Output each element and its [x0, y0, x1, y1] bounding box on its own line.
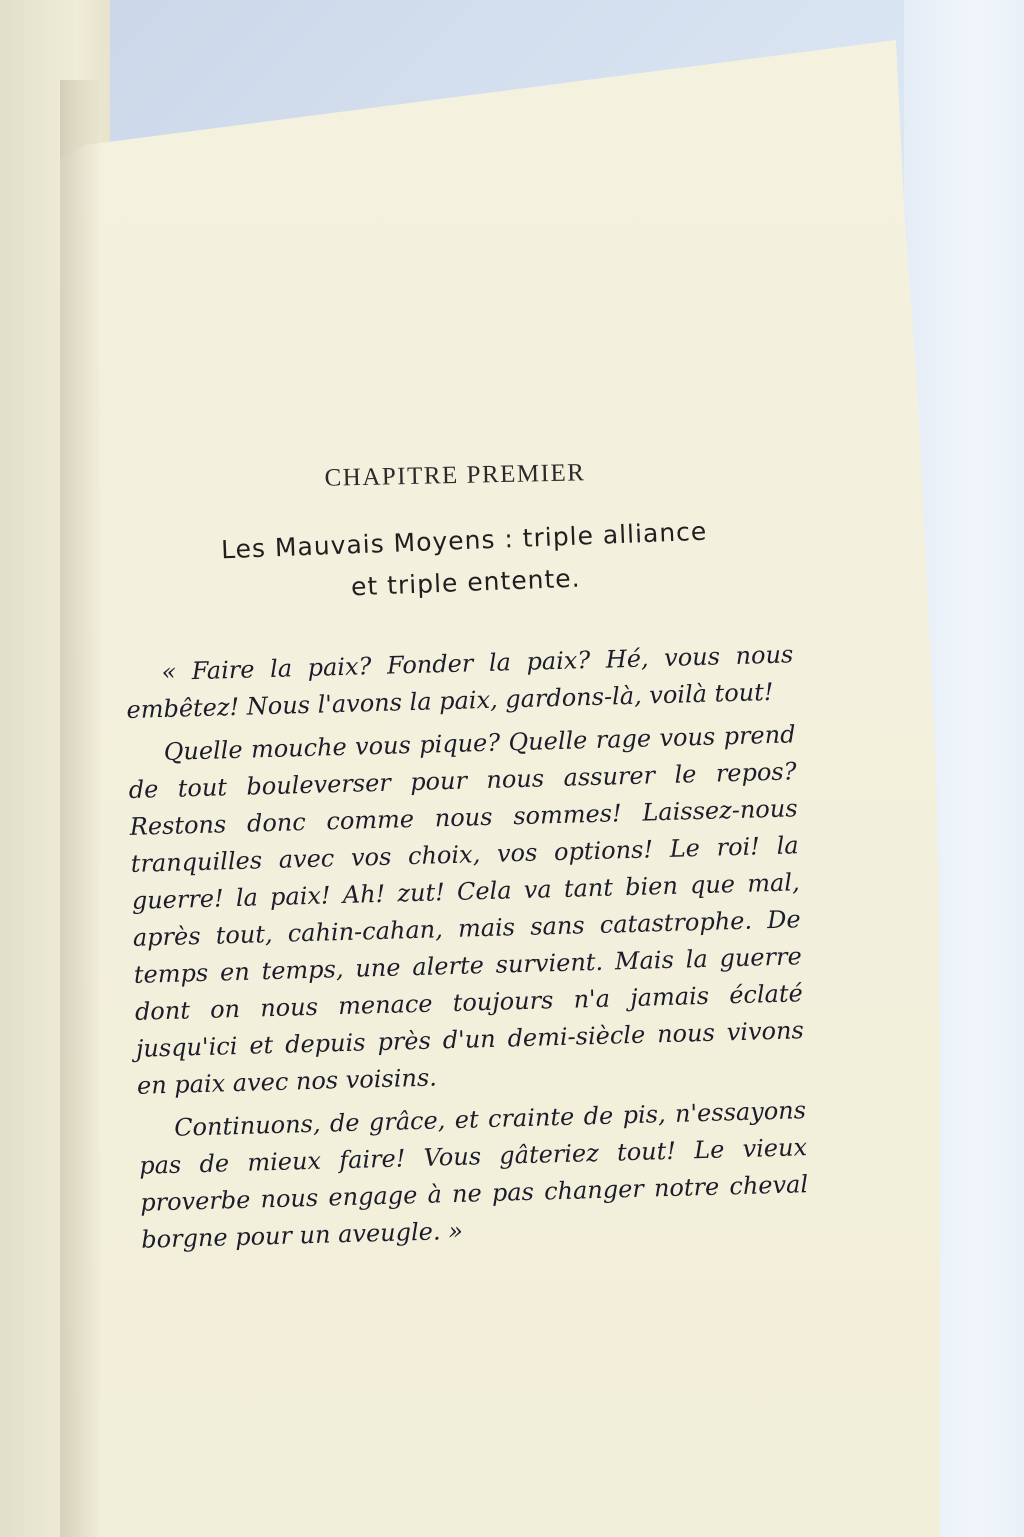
- chapter-heading: CHAPITRE PREMIER: [324, 459, 586, 492]
- chapter-subtitle-line-1: Les Mauvais Moyens : triple alliance: [220, 516, 708, 565]
- paragraph-2: Quelle mouche vous pique? Quelle rage vous prend de tout bouleverser pour nous assurer le repos? Restons donc comme nous sommes! Laissez-nous tranquilles avec vos choix, vos options! Le roi! la guerre! la paix! Ah! zut! Cela va tant bien que mal, après tout, cahin-cahan, mais sans catastrophe. De temps en temps, une alerte survient. Mais la guerre dont on nous menace toujours n'a jamais éclaté jusqu'ici et depuis près d'un demi-siècle nous vivons en paix avec nos voisins.: [128, 720, 805, 1100]
- paragraph-3: Continuons, de grâce, et crainte de pis, n'essayons pas de mieux faire! Vous gâteriez tout! Le vieux proverbe nous engage à ne pas changer notre cheval borgne pour un aveugle. »: [138, 1096, 809, 1254]
- paragraph-1: « Faire la paix? Fonder la paix? Hé, vous nous embêtez! Nous l'avons la paix, gardons-là, voilà tout!: [126, 640, 794, 724]
- chapter-subtitle: [139, 508, 792, 617]
- chapter-subtitle-line-2: et triple entente.: [350, 563, 582, 602]
- chapter-body: [125, 636, 810, 1258]
